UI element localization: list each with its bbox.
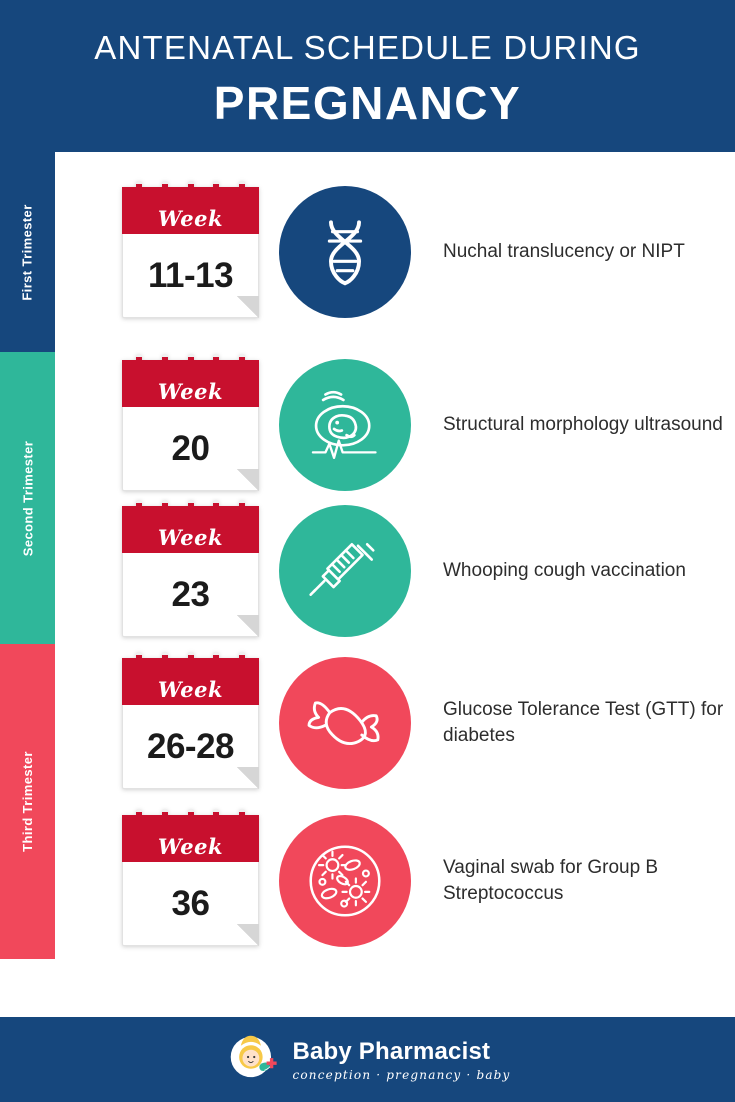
calendar-ring-icon: [213, 181, 219, 199]
calendar-ring-icon: [213, 652, 219, 670]
icon-circle: [279, 186, 411, 318]
ultrasound-fetus-icon: [302, 382, 388, 468]
calendar-card: [122, 187, 259, 318]
icon-circle: [279, 505, 411, 637]
calendar-rings: [122, 354, 259, 368]
calendar-ring-icon: [239, 809, 245, 827]
calendar-ring-icon: [213, 354, 219, 372]
row-description: Nuchal translucency or NIPT: [443, 241, 685, 263]
trimester-block-third: [0, 644, 735, 959]
calendar-ring-icon: [188, 181, 194, 199]
calendar-page-fold: [237, 615, 259, 637]
icon-circle: [279, 359, 411, 491]
calendar-card: [122, 815, 259, 946]
calendar-card: [122, 360, 259, 491]
calendar-ring-icon: [162, 809, 168, 827]
calendar-week-label: Week: [157, 834, 224, 859]
calendar-page-fold: [237, 296, 259, 318]
calendar-week-label: Week: [157, 378, 224, 404]
calendar-rings: [122, 500, 259, 514]
trimester-rows-first: [55, 152, 735, 352]
trimester-block-second: [0, 352, 735, 644]
schedule-row[interactable]: [55, 152, 735, 352]
trimester-label-first-text: First Trimester: [20, 203, 36, 301]
trimester-block-first: [0, 152, 735, 352]
calendar-ring-icon: [162, 500, 168, 518]
calendar-week-number: 36: [171, 884, 210, 923]
icon-circle: [279, 815, 411, 947]
calendar-ring-icon: [239, 181, 245, 199]
calendar-ring-icon: [213, 809, 219, 827]
calendar-week-label: Week: [157, 524, 224, 550]
icon-circle: [279, 657, 411, 789]
footer-text: [292, 1038, 510, 1082]
calendar-ring-icon: [162, 181, 168, 199]
calendar-week-label: Week: [157, 676, 224, 702]
calendar-week-number: 26-28: [146, 726, 235, 766]
schedule-row[interactable]: [55, 644, 735, 802]
calendar-page-fold: [237, 924, 259, 946]
calendar-ring-icon: [188, 652, 194, 670]
calendar-page-fold: [237, 767, 259, 789]
footer-brand[interactable]: [224, 1029, 510, 1090]
page-footer: [0, 1017, 735, 1102]
calendar-ring-icon: [136, 809, 142, 827]
row-description: Glucose Tolerance Test (GTT) for diabetes: [443, 699, 724, 746]
calendar-page-fold: [237, 469, 259, 491]
baby-logo-icon: [224, 1029, 280, 1090]
calendar-ring-icon: [239, 500, 245, 518]
calendar-ring-icon: [162, 652, 168, 670]
syringe-icon: [303, 529, 387, 613]
trimester-label-third: [0, 644, 55, 959]
calendar-ring-icon: [213, 500, 219, 518]
trimester-label-second: [0, 352, 55, 644]
calendar-week-number: 11-13: [147, 255, 234, 295]
trimester-label-third-text: Third Trimester: [20, 751, 36, 852]
calendar-ring-icon: [239, 354, 245, 372]
calendar-ring-icon: [188, 809, 194, 827]
calendar-rings: [122, 652, 259, 666]
brand-name: Baby Pharmacist: [292, 1037, 491, 1065]
schedule-row[interactable]: [55, 352, 735, 498]
candy-icon: [301, 679, 389, 767]
page-title-line2: PREGNANCY: [213, 76, 522, 129]
calendar-ring-icon: [136, 652, 142, 670]
calendar-ring-icon: [239, 652, 245, 670]
calendar-ring-icon: [136, 181, 142, 199]
calendar-card: [122, 506, 259, 637]
row-description: Vaginal swab for Group B Streptococcus: [443, 856, 659, 904]
dna-icon: [306, 213, 384, 291]
calendar-week-label: Week: [157, 205, 224, 231]
trimester-rows-third: [55, 644, 735, 959]
calendar-week-number: 20: [171, 428, 210, 468]
calendar-ring-icon: [162, 354, 168, 372]
schedule-row[interactable]: [55, 802, 735, 959]
schedule-row[interactable]: [55, 498, 735, 644]
bacteria-petri-dish-icon: [299, 835, 391, 927]
page-title-line1: ANTENATAL SCHEDULE DURING: [94, 28, 641, 66]
calendar-ring-icon: [136, 500, 142, 518]
page-header: [0, 0, 735, 152]
row-description: Structural morphology ultrasound: [443, 414, 723, 436]
trimester-label-first: [0, 152, 55, 352]
calendar-ring-icon: [188, 354, 194, 372]
trimester-label-second-text: Second Trimester: [20, 440, 35, 556]
calendar-card: [122, 658, 259, 789]
trimester-rows-second: [55, 352, 735, 644]
calendar-ring-icon: [188, 500, 194, 518]
brand-tagline: conception · pregnancy · baby: [292, 1067, 511, 1082]
calendar-ring-icon: [136, 354, 142, 372]
calendar-rings: [122, 809, 259, 823]
row-description: Whooping cough vaccination: [443, 560, 686, 582]
schedule-content: [0, 152, 735, 1017]
calendar-rings: [122, 181, 259, 195]
calendar-week-number: 23: [171, 574, 210, 614]
